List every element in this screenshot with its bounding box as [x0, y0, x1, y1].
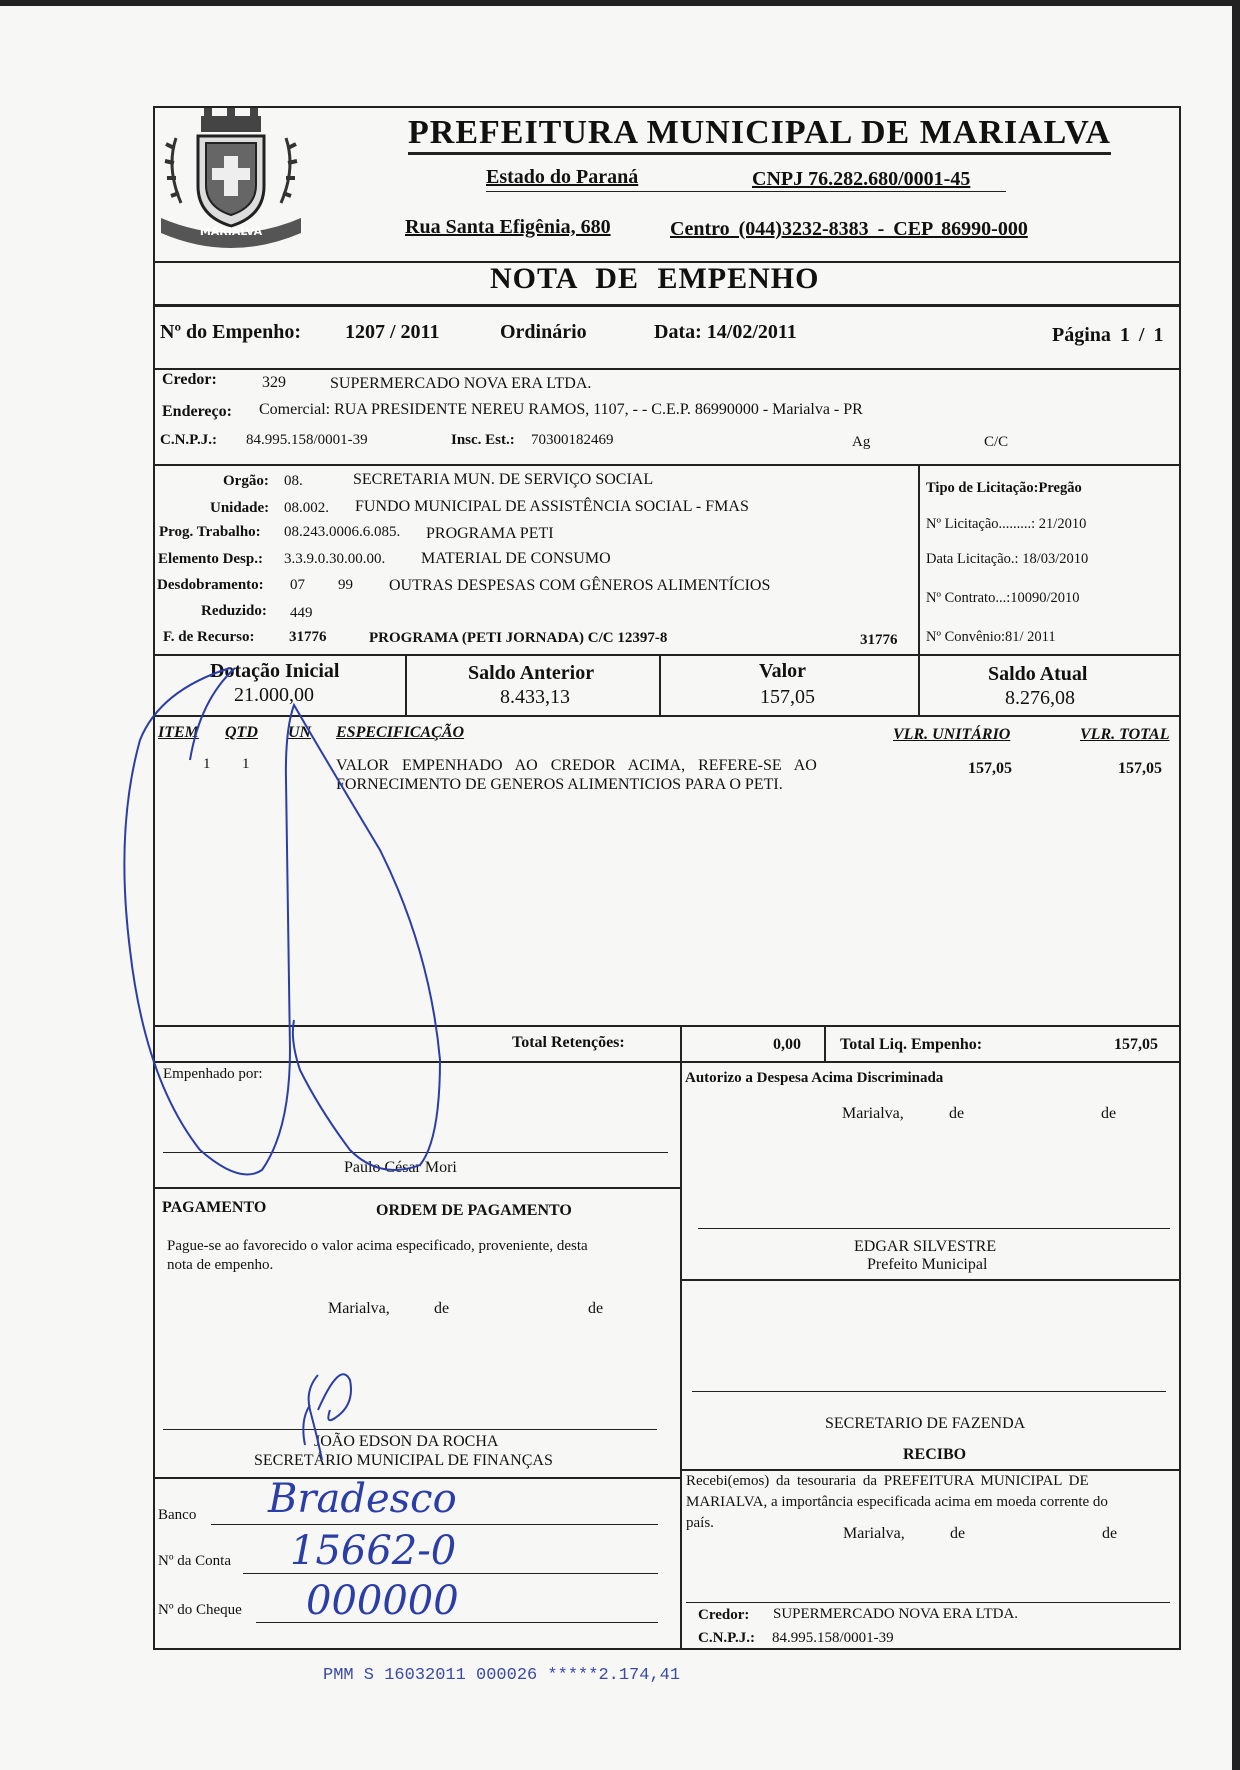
- pagamento-place: Marialva,: [328, 1300, 390, 1317]
- credor-code: 329: [262, 374, 286, 391]
- items-header-item: ITEM: [158, 724, 199, 741]
- prog-label: Prog. Trabalho:: [159, 524, 261, 540]
- empenho-date: Data: 14/02/2011: [654, 321, 797, 343]
- items-header-qtd: QTD: [225, 724, 258, 741]
- conta-handwritten: 15662-0: [290, 1528, 457, 1574]
- retencoes-value: 0,00: [773, 1036, 801, 1053]
- prefeito-name: EDGAR SILVESTRE: [854, 1238, 997, 1255]
- recibo-de2: de: [1102, 1525, 1118, 1542]
- items-header-spec: ESPECIFICAÇÃO: [336, 724, 465, 741]
- licitacao-convenio: Nº Convênio:81/ 2011: [926, 629, 1056, 645]
- licitacao-tipo: Tipo de Licitação:Pregão: [926, 480, 1082, 496]
- financas-signer-title: SECRETÁRIO MUNICIPAL DE FINANÇAS: [254, 1452, 553, 1469]
- licitacao-numero: Nº Licitação.........: 21/2010: [926, 516, 1087, 532]
- credor-insc-label: Insc. Est.:: [451, 432, 515, 448]
- saldo-atual-label: Saldo Atual: [988, 663, 1088, 685]
- reduzido: 449: [290, 605, 313, 621]
- item-spec-line2: FORNECIMENTO DE GENEROS ALIMENTICIOS PARA O PETI.: [336, 776, 783, 793]
- orgao-code: 08.: [284, 473, 303, 489]
- licitacao-data: Data Licitação.: 18/03/2010: [926, 551, 1089, 567]
- recibo-credor-label: Credor:: [698, 1607, 750, 1623]
- pagamento-de1: de: [434, 1300, 450, 1317]
- retencoes-label: Total Retenções:: [512, 1034, 625, 1051]
- recurso-code2: 31776: [860, 632, 898, 648]
- conta-label: Nº da Conta: [158, 1553, 231, 1569]
- item-vlr-total: 157,05: [1118, 760, 1162, 777]
- unidade-label: Unidade:: [210, 500, 270, 516]
- empenhado-name: Paulo César Mori: [344, 1159, 457, 1176]
- item-qtd: 1: [242, 756, 250, 772]
- item-number: 1: [203, 756, 211, 772]
- desd-label: Desdobramento:: [157, 577, 264, 593]
- prog-code: 08.243.0006.6.085.: [284, 524, 401, 540]
- cheque-handwritten: 000000: [306, 1578, 459, 1624]
- credor-label: Credor:: [162, 371, 217, 388]
- credor-cc-label: C/C: [984, 434, 1009, 450]
- recibo-cnpj: 84.995.158/0001-39: [772, 1630, 894, 1646]
- licitacao-contrato: Nº Contrato...:10090/2010: [926, 590, 1080, 606]
- banco-label: Banco: [158, 1507, 197, 1523]
- valor-label: Valor: [759, 660, 807, 682]
- header-address-rest: Centro (044)3232-8383 - CEP 86990-000: [670, 218, 1028, 240]
- liq-value: 157,05: [1114, 1036, 1158, 1053]
- saldo-anterior-value: 8.433,13: [500, 686, 570, 708]
- dotacao-label: Dotação Inicial: [210, 660, 340, 682]
- liq-label: Total Liq. Empenho:: [840, 1036, 983, 1053]
- pagamento-text-line2: nota de empenho.: [167, 1257, 274, 1273]
- header-address-street: Rua Santa Efigênia, 680: [405, 216, 611, 238]
- header-title: PREFEITURA MUNICIPAL DE MARIALVA: [408, 114, 1111, 155]
- items-header-un: UN: [288, 724, 312, 741]
- prog-name: PROGRAMA PETI: [426, 525, 554, 542]
- elem-label: Elemento Desp.:: [158, 551, 263, 567]
- saldo-anterior-label: Saldo Anterior: [468, 662, 595, 684]
- credor-name: SUPERMERCADO NOVA ERA LTDA.: [330, 375, 592, 392]
- dotacao-value: 21.000,00: [234, 684, 314, 706]
- recibo-text-line3: país.: [686, 1515, 714, 1531]
- banco-handwritten: Bradesco: [268, 1476, 457, 1522]
- secretario-fazenda: SECRETARIO DE FAZENDA: [825, 1415, 1026, 1432]
- item-vlr-unit: 157,05: [968, 760, 1012, 777]
- unidade-code: 08.002.: [284, 500, 329, 516]
- header-cnpj: CNPJ 76.282.680/0001-45: [752, 168, 971, 190]
- empenho-type: Ordinário: [500, 321, 587, 343]
- desd-name: OUTRAS DESPESAS COM GÊNEROS ALIMENTÍCIOS: [389, 577, 771, 594]
- empenho-page: Página 1 / 1: [1052, 324, 1164, 346]
- empenhado-label: Empenhado por:: [163, 1066, 263, 1082]
- elem-name: MATERIAL DE CONSUMO: [421, 550, 611, 567]
- financas-signer-name: JOÃO EDSON DA ROCHA: [314, 1433, 499, 1450]
- pagamento-text-line1: Pague-se ao favorecido o valor acima especificado, proveniente, desta: [167, 1238, 588, 1254]
- crest-ribbon-text: MARIALVA: [199, 225, 263, 238]
- recibo-credor-name: SUPERMERCADO NOVA ERA LTDA.: [773, 1606, 1019, 1622]
- pagamento-label: PAGAMENTO: [162, 1199, 267, 1216]
- recibo-title: RECIBO: [903, 1446, 967, 1463]
- desd-b: 99: [338, 577, 353, 593]
- saldo-atual-value: 8.276,08: [1005, 687, 1075, 709]
- autorizo-de2: de: [1101, 1105, 1117, 1122]
- autorizo-de1: de: [949, 1105, 965, 1122]
- header-state: Estado do Paraná: [486, 166, 639, 188]
- orgao-label: Orgão:: [223, 473, 269, 489]
- recurso-label: F. de Recurso:: [163, 629, 255, 645]
- recibo-text-line1: Recebi(emos) da tesouraria da PREFEITURA MUNICIPAL DE: [686, 1473, 1089, 1489]
- credor-cnpj-label: C.N.P.J.:: [160, 432, 217, 448]
- empenho-number: 1207 / 2011: [345, 321, 440, 343]
- recibo-de1: de: [950, 1525, 966, 1542]
- credor-insc: 70300182469: [531, 432, 614, 448]
- ordem-pagamento-label: ORDEM DE PAGAMENTO: [376, 1202, 572, 1219]
- orgao-name: SECRETARIA MUN. DE SERVIÇO SOCIAL: [353, 471, 654, 488]
- credor-address: Comercial: RUA PRESIDENTE NEREU RAMOS, 1107, - - C.E.P. 86990000 - Marialva - PR: [259, 401, 863, 418]
- document-title: NOTA DE EMPENHO: [490, 262, 820, 295]
- recibo-place: Marialva,: [843, 1525, 905, 1542]
- autorizo-place: Marialva,: [842, 1105, 904, 1122]
- prefeito-title: Prefeito Municipal: [867, 1256, 988, 1273]
- recibo-cnpj-label: C.N.P.J.:: [698, 1630, 755, 1646]
- elem-code: 3.3.9.0.30.00.00.: [284, 551, 386, 567]
- items-header-vlr-total: VLR. TOTAL: [1080, 726, 1170, 743]
- credor-cnpj: 84.995.158/0001-39: [246, 432, 368, 448]
- credor-ag-label: Ag: [852, 434, 871, 450]
- desd-a: 07: [290, 577, 305, 593]
- pagamento-de2: de: [588, 1300, 604, 1317]
- recibo-text-line2: MARIALVA, a importância especificada acima em moeda corrente do: [686, 1494, 1108, 1510]
- recurso-name: PROGRAMA (PETI JORNADA) C/C 12397-8: [369, 630, 668, 646]
- valor-value: 157,05: [760, 686, 815, 708]
- payment-stamp: PMM S 16032011 000026 *****2.174,41: [323, 1666, 681, 1685]
- empenho-number-label: Nº do Empenho:: [160, 321, 302, 343]
- cheque-label: Nº do Cheque: [158, 1602, 242, 1618]
- credor-address-label: Endereço:: [162, 403, 232, 420]
- recurso-code: 31776: [289, 629, 327, 645]
- unidade-name: FUNDO MUNICIPAL DE ASSISTÊNCIA SOCIAL - FMAS: [355, 498, 749, 515]
- reduzido-label: Reduzido:: [201, 603, 267, 619]
- autorizo-label: Autorizo a Despesa Acima Discriminada: [685, 1070, 944, 1086]
- item-spec-line1: VALOR EMPENHADO AO CREDOR ACIMA, REFERE-SE AO: [336, 757, 817, 774]
- items-header-vlr-unit: VLR. UNITÁRIO: [893, 726, 1011, 743]
